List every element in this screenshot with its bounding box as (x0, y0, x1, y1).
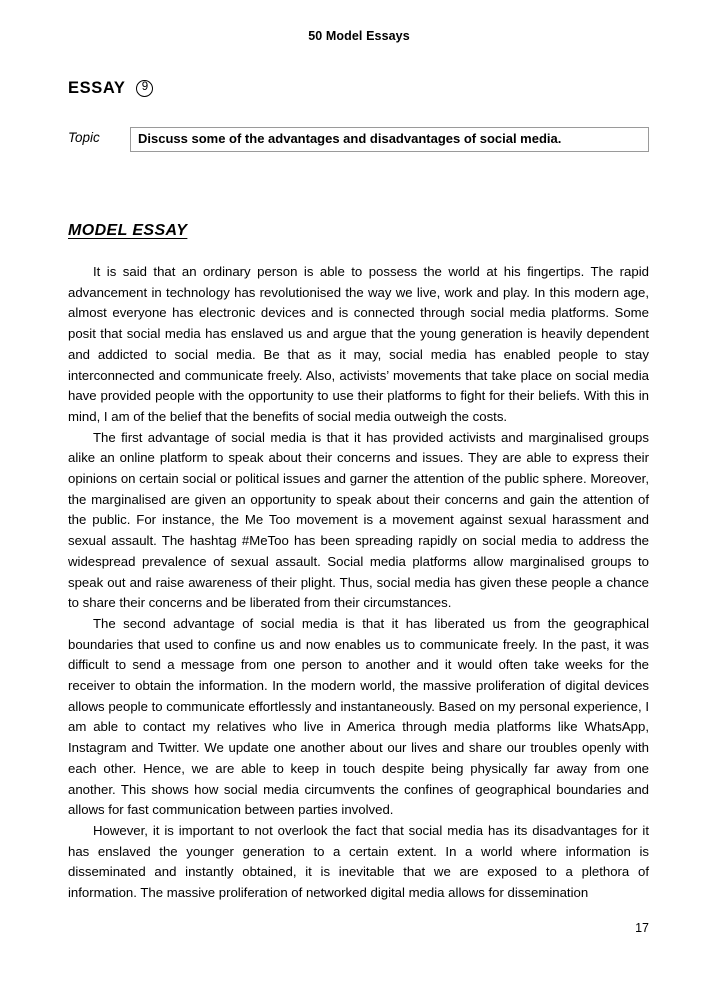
essay-number-badge: 9 (136, 80, 153, 97)
topic-row (68, 127, 649, 152)
essay-paragraph: The first advantage of social media is that it has provided activists and marginalised groups alike an online platform to speak about their concerns and issues. They are able to express their opinions on certain social or political issues and garner the attention of the public sphere. Moreover, the marginalised are given an opportunity to speak about their concerns and gain the attention of the public. For instance, the Me Too movement is a movement against sexual harassment and sexual assault. The hashtag #MeToo has been spreading rapidly on social media to address the widespread prevalence of sexual assault. Social media platforms allow marginalised groups to speak out and raise awareness of their plight. Thus, social media has given these people a chance to share their concerns and be liberated from their circumstances. (68, 429, 649, 611)
essay-body (68, 262, 649, 904)
essay-paragraph: However, it is important to not overlook the fact that social media has its disadvantages for it has enslaved the younger generation to a certain extent. In a world where information is disseminated and instantly obtained, it is inevitable that we are exposed to a plethora of information. The massive proliferation of networked digital media allows for dissemination (68, 822, 649, 901)
page-number: 17 (635, 921, 649, 935)
model-essay-heading: MODEL ESSAY (68, 222, 188, 239)
running-header-title: 50 Model Essays (308, 29, 410, 43)
essay-label: ESSAY (68, 79, 126, 97)
topic-label: Topic (68, 130, 100, 145)
essay-title-row (68, 79, 153, 98)
essay-paragraph: It is said that an ordinary person is able to possess the world at his fingertips. The rapid advancement in technology has revolutionised the way we live, work and play. In this modern age, almost everyone has electronic devices and is connected through social media platforms. Some posit that social media has enslaved us and argue that the young generation is heavily dependent and addicted to social media. Be that as it may, social media has enabled people to stay interconnected and communicate freely. Also, activists’ movements that take place on social media have provided people with the opportunity to use their platforms to fight for their beliefs. With this in mind, I am of the belief that the benefits of social media outweigh the costs. (68, 264, 649, 424)
topic-prompt-box: Discuss some of the advantages and disadvantages of social media. (130, 127, 649, 152)
essay-paragraph: The second advantage of social media is that it has liberated us from the geographical boundaries that used to confine us and now enables us to communicate freely. In the past, it was difficult to send a message from one person to another and it would often take weeks for the receiver to obtain the information. In the modern world, the massive proliferation of digital devices allows people to communicate effortlessly and instantaneously. Based on my personal experience, I am able to contact my relatives who live in America through media platforms like WhatsApp, Instagram and Twitter. We update one another about our lives and share our troubles openly with each other. Hence, we are able to keep in touch despite being physically far away from one another. This shows how social media circumvents the confines of geographical boundaries and allows for fast communication between parties involved. (68, 615, 649, 818)
